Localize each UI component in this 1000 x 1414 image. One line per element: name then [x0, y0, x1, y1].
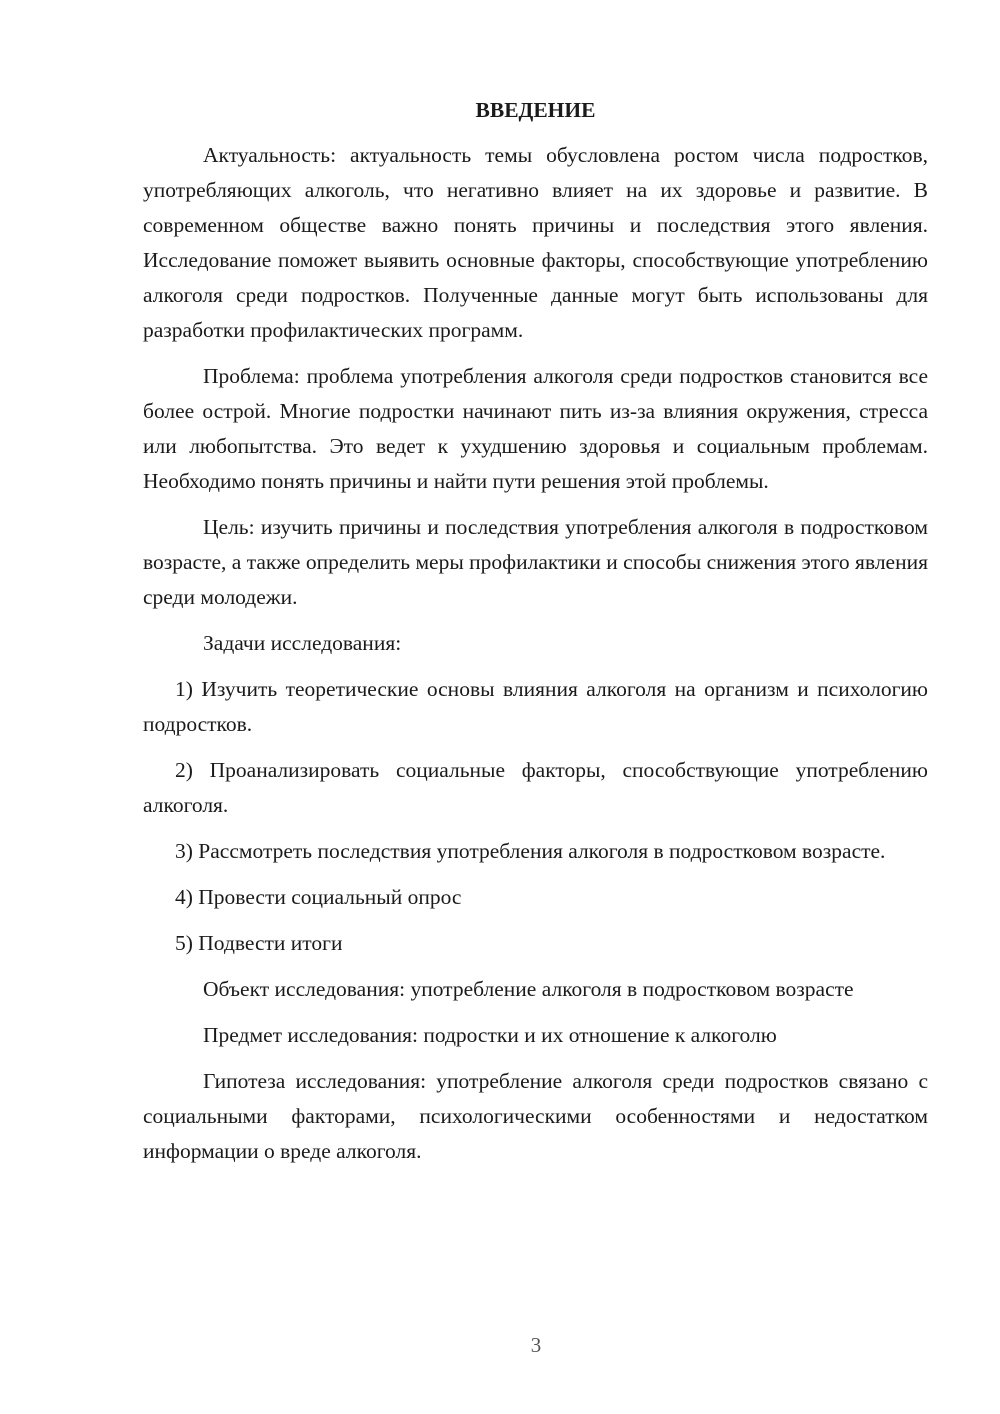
task-item-2: 2) Проанализировать социальные факторы, способствующие употреблению алкоголя. — [143, 758, 928, 817]
task-item-5: 5) Подвести итоги — [175, 931, 343, 955]
task-item-1: 1) Изучить теоретические основы влияния алкоголя на организм и психологию подростков. — [143, 677, 928, 736]
goal-paragraph: Цель: изучить причины и последствия употребления алкоголя в подростковом возрасте, а также определить меры профилактики и способы снижения этого явления среди молодежи. — [143, 515, 928, 609]
task-item-3: 3) Рассмотреть последствия употребления алкоголя в подростковом возрасте. — [175, 839, 886, 863]
section-title: ВВЕДЕНИЕ — [475, 98, 596, 122]
relevance-paragraph: Актуальность: актуальность темы обусловлена ростом числа подростков, употребляющих алкоголь, что негативно влияет на их здоровье и развитие. В современном обществе важно понять причины и последствия этого явления. Исследование поможет выявить основные факторы, способствующие употреблению алкоголя среди подростков. Полученные данные могут быть использованы для разработки профилактических программ. — [143, 143, 928, 342]
problem-paragraph: Проблема: проблема употребления алкоголя среди подростков становится все более острой. Многие подростки начинают пить из-за влияния окружения, стресса или любопытства. Это ведет к ухудшению здоровья и социальным проблемам. Необходимо понять причины и найти пути решения этой проблемы. — [143, 364, 928, 493]
task-item-4: 4) Провести социальный опрос — [175, 885, 462, 909]
page-content — [143, 92, 928, 1180]
subject-paragraph: Предмет исследования: подростки и их отношение к алкоголю — [203, 1023, 777, 1047]
object-paragraph: Объект исследования: употребление алкоголя в подростковом возрасте — [203, 977, 854, 1001]
tasks-heading: Задачи исследования: — [203, 631, 402, 655]
page-number: 3 — [530, 1333, 542, 1357]
hypothesis-paragraph: Гипотеза исследования: употребление алкоголя среди подростков связано с социальными факторами, психологическими особенностями и недостатком информации о вреде алкоголя. — [143, 1069, 928, 1163]
